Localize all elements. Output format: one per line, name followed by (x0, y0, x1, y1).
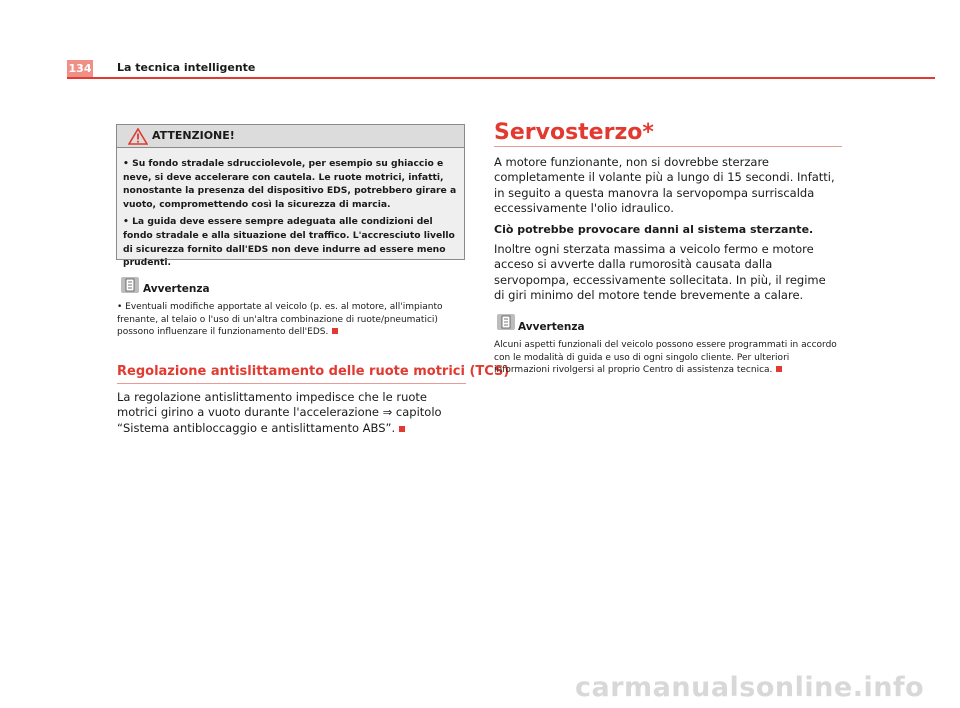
section-end-square (776, 366, 782, 372)
watermark: carmanualsonline.info (575, 672, 925, 703)
servo-body: Inoltre ogni sterzata massima a veicolo fermo e motore acceso si avverte dalla rumorosità causata dalla servopompa, eccessivamente sollecitata. In più, il regime di giri minimo del motore tende brevemente a calare. (494, 242, 826, 303)
servo-heading-rule (494, 146, 842, 147)
warning-item: • Su fondo stradale sdrucciolevole, per esempio su ghiaccio e neve, si deve accelerare con cautela. Le ruote motrici, infatti, nonostante la presenza del dispositivo EDS, potrebbero girare a vuoto, compromettendo così la sicurezza di marcia. (123, 158, 457, 210)
warning-title: ATTENZIONE! (152, 129, 235, 142)
section-end-square (399, 426, 405, 432)
warning-box (116, 124, 465, 269)
tcs-body (117, 390, 462, 436)
warning-header (117, 125, 464, 148)
note-title: Avvertenza (518, 321, 585, 333)
note-text-content: • Eventuali modifiche apportate al veicolo (p. es. al motore, all'impianto frenante, al telaio o l'uso di un'altra combinazione di ruote/pneumatici) possono influenzare il funzionamento dell'EDS. (117, 302, 443, 338)
warning-item: • La guida deve essere sempre adeguata alle condizioni del fondo stradale e alla situazione del traffico. L'accresciuto livello di sicurezza fornito dall'EDS non deve indurre ad essere meno prudenti. (123, 216, 455, 269)
chapter-title: La tecnica intelligente (117, 61, 256, 74)
tcs-heading-rule (117, 383, 466, 384)
note-text (117, 301, 462, 339)
note-icon (121, 277, 139, 293)
note-title: Avvertenza (143, 283, 210, 295)
note-icon (497, 314, 515, 330)
tcs-heading: Regolazione antislittamento delle ruote motrici (TCS) (117, 364, 510, 379)
page-number: 134 (68, 62, 92, 75)
note-text-content: Alcuni aspetti funzionali del veicolo possono essere programmati in accordo con le modalità di guida e uso di ogni singolo cliente. Per ulteriori informazioni rivolgersi al proprio Centro di assistenza tecnica. (494, 340, 837, 376)
servo-heading: Servosterzo* (494, 120, 654, 145)
warning-body (123, 157, 461, 274)
servo-subheading: Ciò potrebbe provocare danni al sistema sterzante. (494, 223, 814, 236)
note-glyph-icon (497, 314, 515, 330)
note-text (494, 339, 842, 377)
servo-intro: A motore funzionante, non si dovrebbe sterzare completamente il volante più a lungo di 15 secondi. Infatti, in seguito a questa manovra la servopompa surriscalda eccessivamente l'olio idraulico. (494, 155, 835, 216)
tcs-body-text: La regolazione antislittamento impedisce che le ruote motrici girino a vuoto durante l'accelerazione ⇒ capitolo “Sistema antibloccaggio e antislittamento ABS”. (117, 390, 442, 435)
header-divider (67, 77, 935, 79)
warning-triangle-icon (128, 128, 148, 145)
section-end-square (332, 328, 338, 334)
note-glyph-icon (121, 277, 139, 293)
